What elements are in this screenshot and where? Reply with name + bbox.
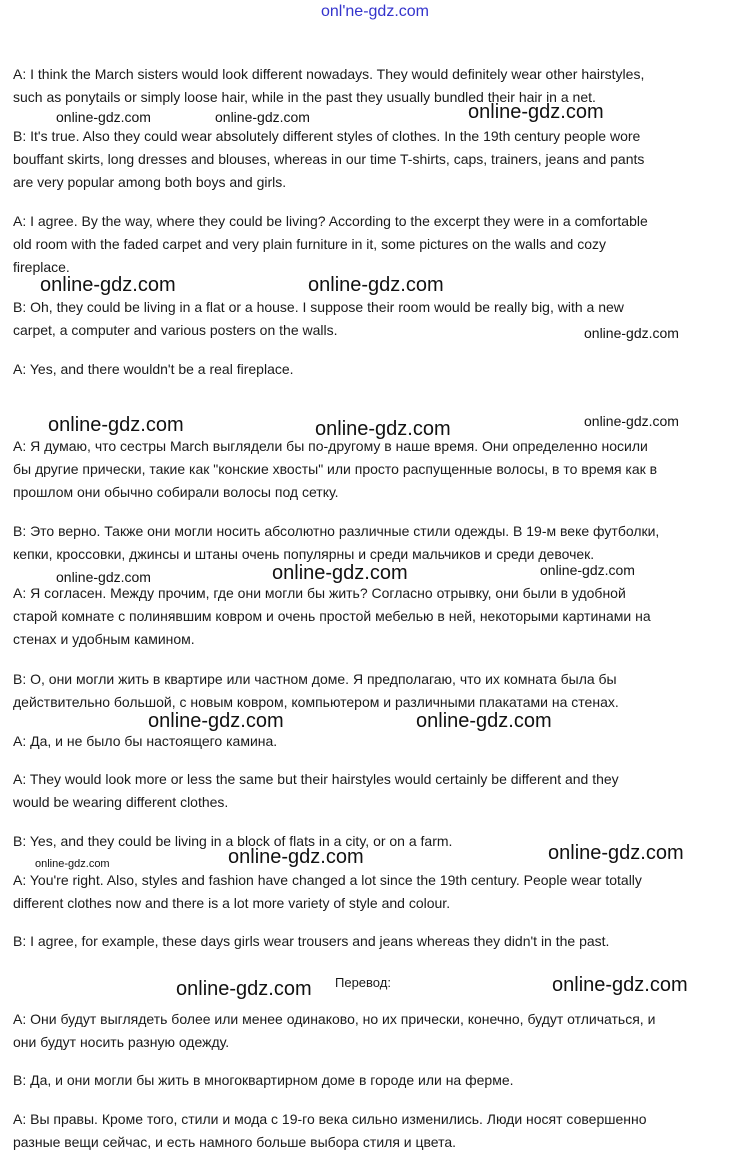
paragraph-line: would be wearing different clothes. — [13, 794, 229, 810]
dialogue-paragraph — [13, 210, 648, 279]
watermark: online-gdz.com — [40, 274, 176, 296]
paragraph-line: A: I agree. By the way, where they could be living? According to the excerpt they were in a comfortable — [13, 213, 648, 229]
watermark: online-gdz.com — [272, 562, 408, 584]
paragraph-line: А: Я согласен. Между прочим, где они могли бы жить? Согласно отрывку, они были в удобной — [13, 585, 626, 601]
dialogue-paragraph — [13, 730, 277, 753]
watermark: online-gdz.com — [215, 109, 310, 125]
header-watermark[interactable]: onl'ne-gdz.com — [321, 3, 429, 20]
watermark: online-gdz.com — [584, 413, 679, 429]
paragraph-line: B: It's true. Also they could wear absolutely different styles of clothes. In the 19th century people wore — [13, 128, 641, 144]
paragraph-line: B: Yes, and they could be living in a block of flats in a city, or on a farm. — [13, 833, 453, 849]
paragraph-line: стенах и удобным камином. — [13, 631, 195, 647]
dialogue-paragraph — [13, 930, 609, 953]
dialogue-paragraph — [13, 768, 619, 814]
paragraph-line: они будут носить разную одежду. — [13, 1034, 230, 1050]
watermark: online-gdz.com — [148, 710, 284, 732]
dialogue-paragraph — [13, 358, 294, 381]
watermark: online-gdz.com — [56, 569, 151, 585]
paragraph-line: бы другие прически, такие как "конские хвосты" или просто распущенные волосы, в то время как в — [13, 461, 658, 477]
dialogue-paragraph — [13, 520, 659, 566]
translation-label: Перевод: — [335, 975, 391, 990]
watermark: online-gdz.com — [315, 418, 451, 440]
watermark: online-gdz.com — [308, 274, 444, 296]
watermark: online-gdz.com — [584, 325, 679, 341]
paragraph-line: such as ponytails or simply loose hair, while in the past they usually bundled their hair in a net. — [13, 89, 596, 105]
paragraph-line: В: О, они могли жить в квартире или частном доме. Я предполагаю, что их комната была бы — [13, 671, 617, 687]
paragraph-line: are very popular among both boys and girls. — [13, 174, 287, 190]
paragraph-line: старой комнате с полинявшим ковром и очень простой мебелью в ней, некоторыми картинами на — [13, 608, 651, 624]
watermark: online-gdz.com — [552, 974, 688, 996]
paragraph-line: B: I agree, for example, these days girls wear trousers and jeans whereas they didn't in the past. — [13, 933, 610, 949]
paragraph-line: A: You're right. Also, styles and fashion have changed a lot since the 19th century. People wear totally — [13, 872, 642, 888]
paragraph-line: прошлом они обычно собирали волосы под сетку. — [13, 484, 339, 500]
watermark: online-gdz.com — [56, 109, 151, 125]
watermark: online-gdz.com — [228, 846, 364, 868]
dialogue-paragraph — [13, 1008, 655, 1054]
paragraph-line: A: They would look more or less the same but their hairstyles would certainly be different and they — [13, 771, 619, 787]
paragraph-line: A: Они будут выглядеть более или менее одинаково, но их прически, конечно, будут отличаться, и — [13, 1011, 656, 1027]
watermark: online-gdz.com — [416, 710, 552, 732]
paragraph-line: fireplace. — [13, 259, 70, 275]
dialogue-paragraph — [13, 1069, 514, 1092]
dialogue-paragraph — [13, 668, 619, 714]
dialogue-paragraph — [13, 869, 642, 915]
watermark: online-gdz.com — [548, 842, 684, 864]
watermark: online-gdz.com — [35, 858, 110, 870]
watermark: online-gdz.com — [176, 978, 312, 1000]
paragraph-line: B: Да, и они могли бы жить в многоквартирном доме в городе или на ферме. — [13, 1072, 514, 1088]
paragraph-line: разные вещи сейчас, и есть намного больше выбора стиля и цвета. — [13, 1134, 457, 1150]
paragraph-line: А: Да, и не было бы настоящего камина. — [13, 733, 278, 749]
paragraph-line: carpet, a computer and various posters on the walls. — [13, 322, 338, 338]
paragraph-line: A: I think the March sisters would look different nowadays. They would definitely wear other hairstyles, — [13, 66, 645, 82]
paragraph-line: A: Вы правы. Кроме того, стили и мода с 19-го века сильно изменились. Люди носят совершенно — [13, 1111, 647, 1127]
dialogue-paragraph — [13, 582, 651, 651]
paragraph-line: В: Это верно. Также они могли носить абсолютно различные стили одежды. В 19-м веке футболки, — [13, 523, 660, 539]
dialogue-paragraph — [13, 296, 624, 342]
watermark: online-gdz.com — [540, 562, 635, 578]
paragraph-line: B: Oh, they could be living in a flat or a house. I suppose their room would be really big, with a new — [13, 299, 624, 315]
paragraph-line: A: Yes, and there wouldn't be a real fireplace. — [13, 361, 294, 377]
dialogue-paragraph — [13, 125, 644, 194]
watermark: online-gdz.com — [468, 101, 604, 123]
paragraph-line: bouffant skirts, long dresses and blouses, whereas in our time T-shirts, caps, trainers, jeans and pants — [13, 151, 645, 167]
paragraph-line: different clothes now and there is a lot more variety of style and colour. — [13, 895, 451, 911]
dialogue-paragraph — [13, 435, 657, 504]
watermark: online-gdz.com — [48, 414, 184, 436]
paragraph-line: old room with the faded carpet and very plain furniture in it, some pictures on the walls and cozy — [13, 236, 606, 252]
paragraph-line: А: Я думаю, что сестры March выглядели бы по-другому в наше время. Они определенно носили — [13, 438, 648, 454]
dialogue-paragraph — [13, 1108, 647, 1154]
paragraph-line: кепки, кроссовки, джинсы и штаны очень популярны и среди мальчиков и среди девочек. — [13, 546, 595, 562]
paragraph-line: действительно большой, с новым ковром, компьютером и различными плакатами на стенах. — [13, 694, 619, 710]
